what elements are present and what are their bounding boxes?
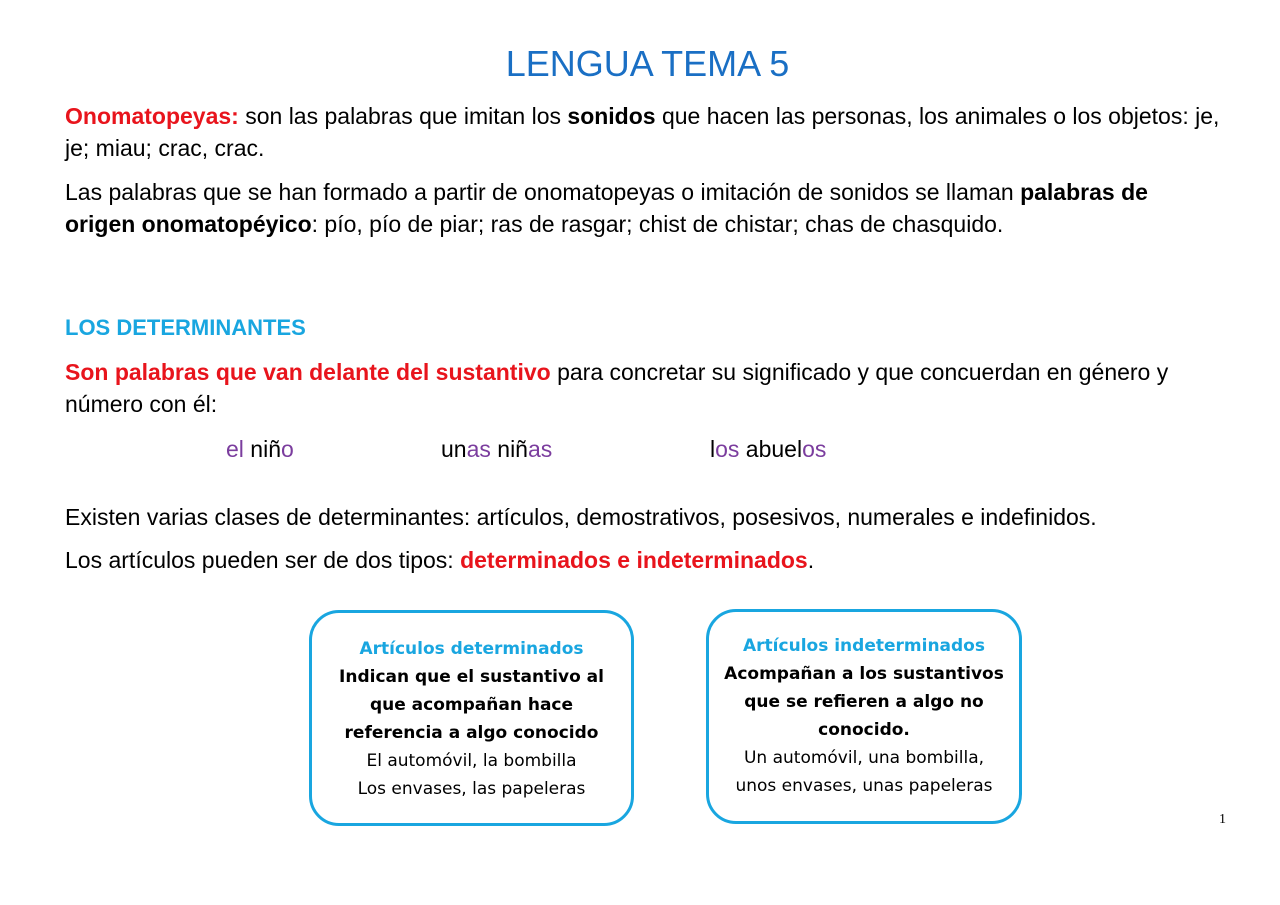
tipos-text: Los artículos pueden ser de dos tipos: bbox=[65, 547, 461, 573]
example-los-abuelos bbox=[710, 433, 826, 465]
onomatopeyas-term: Onomatopeyas: bbox=[65, 103, 239, 129]
box-title: Artículos indeterminados bbox=[743, 636, 985, 656]
clases-paragraph: Existen varias clases de determinantes: artículos, demostrativos, posesivos, numerales e indefinidos. bbox=[65, 504, 1097, 530]
example-article-stem: un bbox=[441, 436, 467, 462]
section-title-determinantes: LOS DETERMINANTES bbox=[65, 315, 306, 340]
box-example-line: unos envases, unas papeleras bbox=[735, 776, 993, 796]
example-el-nino bbox=[226, 433, 294, 465]
example-ending: as bbox=[527, 436, 553, 462]
onomatopeyas-text-2: que hacen las personas, los animales o los objetos: je, je; miau; crac, crac. bbox=[65, 103, 1220, 161]
page-title: LENGUA TEMA 5 bbox=[505, 43, 790, 84]
box-desc-line: Indican que el sustantivo al bbox=[339, 667, 604, 687]
definicion-paragraph bbox=[65, 356, 1245, 420]
example-unas-ninas bbox=[441, 433, 552, 465]
origen-text-1: Las palabras que se han formado a partir de onomatopeyas o imitación de sonidos se llaman bbox=[65, 179, 1021, 205]
example-article-stem: l bbox=[710, 436, 716, 462]
box-example-line: Un automóvil, una bombilla, bbox=[743, 748, 985, 768]
box-desc-line: Acompañan a los sustantivos bbox=[724, 664, 1004, 684]
example-stem: niñ bbox=[490, 436, 528, 462]
box-example-line: Los envases, las papeleras bbox=[357, 779, 586, 799]
box-articulos-indeterminados bbox=[706, 609, 1022, 824]
box-articulos-determinados bbox=[309, 610, 634, 826]
example-article: el bbox=[226, 436, 244, 462]
example-stem: niñ bbox=[243, 436, 281, 462]
box-desc-line: que acompañan hace bbox=[369, 695, 574, 715]
box-desc-line: referencia a algo conocido bbox=[344, 723, 599, 743]
page-number: 1 bbox=[1219, 812, 1226, 827]
onomatopeyas-bold: sonidos bbox=[567, 103, 656, 129]
tipos-end: . bbox=[807, 547, 815, 573]
example-stem: abuel bbox=[739, 436, 803, 462]
box-example-line: El automóvil, la bombilla bbox=[366, 751, 577, 771]
box-desc-line: que se refieren a algo no bbox=[744, 692, 984, 712]
example-ending: os bbox=[802, 436, 827, 462]
definicion-text: para concretar su significado y que concuerdan en género y número con él: bbox=[65, 359, 1169, 417]
example-article-ending: os bbox=[715, 436, 740, 462]
origen-text-2: : pío, pío de piar; ras de rasgar; chist de chistar; chas de chasquido. bbox=[311, 211, 1004, 237]
definicion-highlight: Son palabras que van delante del sustantivo bbox=[65, 359, 551, 385]
origen-bold: palabras de origen onomatopéyico bbox=[65, 179, 1148, 237]
tipos-paragraph bbox=[65, 544, 1245, 576]
origen-paragraph bbox=[65, 176, 1155, 240]
box-title: Artículos determinados bbox=[359, 639, 584, 659]
example-article-ending: as bbox=[466, 436, 491, 462]
example-ending: o bbox=[281, 436, 294, 462]
onomatopeyas-paragraph bbox=[65, 100, 1245, 164]
box-desc-line: conocido. bbox=[818, 720, 910, 740]
tipos-highlight: determinados e indeterminados bbox=[460, 547, 808, 573]
onomatopeyas-text-1: son las palabras que imitan los bbox=[238, 103, 568, 129]
